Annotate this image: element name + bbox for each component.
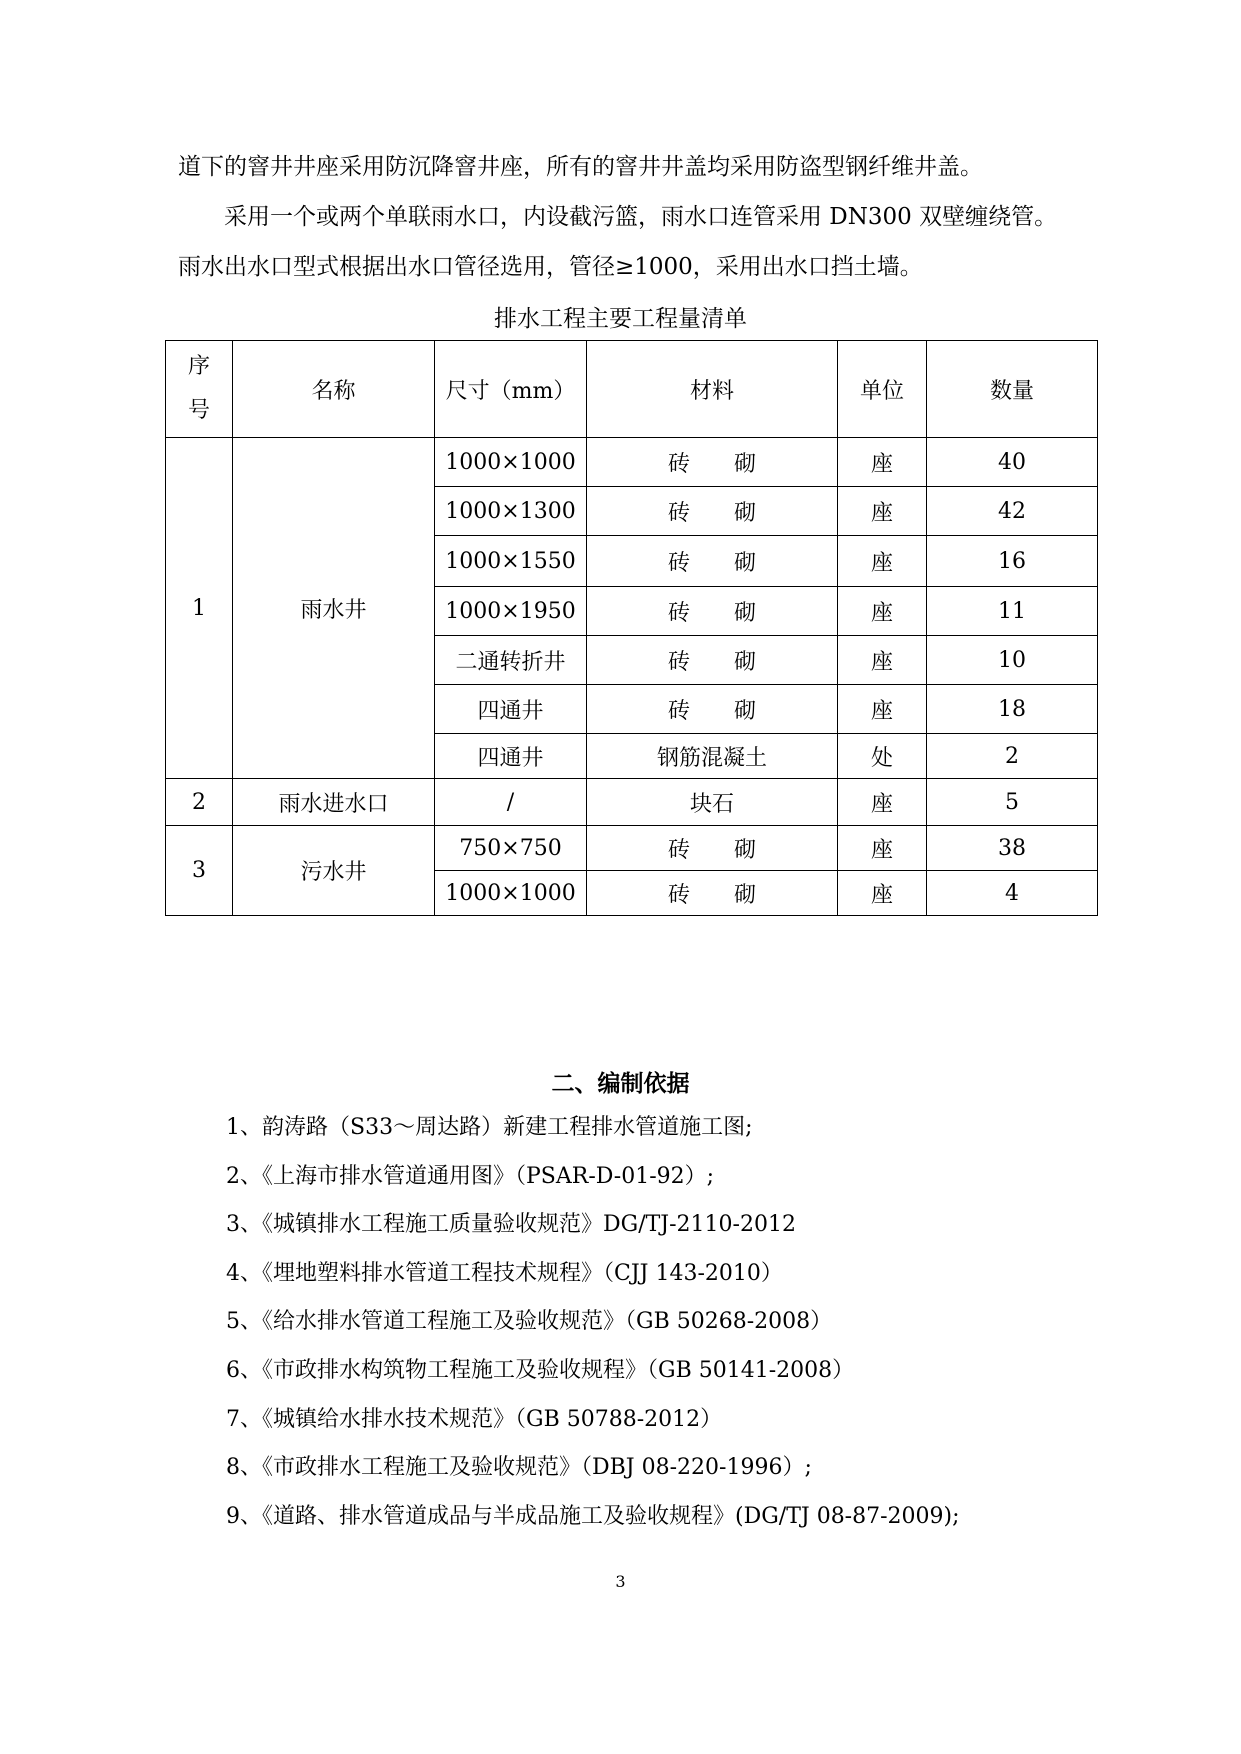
cell-unit: 座 [838, 438, 927, 487]
cell-size: 1000×1550 [435, 536, 587, 587]
header-unit: 单位 [838, 341, 927, 438]
reference-item: 6、《市政排水构筑物工程施工及验收规程》（GB 50141-2008） [226, 1357, 855, 1383]
cell-group-no: 2 [166, 779, 233, 826]
cell-size: 四通井 [435, 734, 587, 779]
cell-unit: 座 [838, 536, 927, 587]
cell-size: 750×750 [435, 826, 587, 871]
cell-material: 砖 砌 [587, 587, 838, 636]
table-row [166, 438, 1098, 487]
reference-item: 3、《城镇排水工程施工质量验收规范》DG/TJ-2110-2012 [226, 1212, 796, 1238]
cell-size: / [435, 779, 587, 826]
cell-unit: 座 [838, 636, 927, 685]
quantity-table [165, 340, 1098, 916]
header-name: 名称 [233, 341, 435, 438]
cell-size: 1000×1300 [435, 487, 587, 536]
header-no [166, 341, 233, 438]
cell-size: 四通井 [435, 685, 587, 734]
cell-material: 钢筋混凝土 [587, 734, 838, 779]
reference-list [226, 1112, 960, 1549]
cell-qty: 40 [927, 438, 1098, 487]
cell-qty: 11 [927, 587, 1098, 636]
cell-group-name: 污水井 [233, 826, 435, 916]
cell-qty: 10 [927, 636, 1098, 685]
cell-qty: 2 [927, 734, 1098, 779]
cell-size: 1000×1000 [435, 871, 587, 916]
cell-unit: 座 [838, 587, 927, 636]
reference-item: 8、《市政排水工程施工及验收规范》（DBJ 08-220-1996）; [226, 1455, 812, 1481]
cell-qty: 4 [927, 871, 1098, 916]
cell-material: 砖 砌 [587, 487, 838, 536]
cell-unit: 座 [838, 871, 927, 916]
table-caption: 排水工程主要工程量清单 [494, 306, 747, 332]
cell-unit: 座 [838, 779, 927, 826]
cell-qty: 18 [927, 685, 1098, 734]
reference-item: 9、《道路、排水管道成品与半成品施工及验收规程》(DG/TJ 08-87-2009); [226, 1503, 960, 1529]
table-row [166, 779, 1098, 826]
intro-paragraph-line-1: 道下的窨井井座采用防沉降窨井座，所有的窨井井盖均采用防盗型钢纤维井盖。 [178, 154, 983, 180]
cell-group-name: 雨水井 [233, 438, 435, 779]
header-no-text: 序 号 [187, 354, 210, 423]
table-row [166, 826, 1098, 871]
cell-material: 砖 砌 [587, 871, 838, 916]
cell-qty: 42 [927, 487, 1098, 536]
cell-qty: 5 [927, 779, 1098, 826]
table-header-row [166, 341, 1098, 438]
header-size: 尺寸（mm） [435, 341, 587, 438]
cell-material: 砖 砌 [587, 636, 838, 685]
reference-item: 2、《上海市排水管道通用图》（PSAR-D-01-92）; [226, 1163, 715, 1189]
cell-unit: 座 [838, 685, 927, 734]
reference-item: 7、《城镇给水排水技术规范》（GB 50788-2012） [226, 1406, 723, 1432]
cell-size: 1000×1950 [435, 587, 587, 636]
cell-material: 砖 砌 [587, 826, 838, 871]
header-qty: 数量 [927, 341, 1098, 438]
cell-qty: 38 [927, 826, 1098, 871]
reference-item: 1、韵涛路（S33～周达路）新建工程排水管道施工图; [226, 1115, 753, 1140]
cell-group-no: 3 [166, 826, 233, 916]
cell-material: 块石 [587, 779, 838, 826]
cell-unit: 处 [838, 734, 927, 779]
cell-group-no: 1 [166, 438, 233, 779]
cell-material: 砖 砌 [587, 438, 838, 487]
cell-qty: 16 [927, 536, 1098, 587]
page-number: 3 [615, 1572, 626, 1591]
cell-group-name: 雨水进水口 [233, 779, 435, 826]
intro-paragraph-line-2: 采用一个或两个单联雨水口，内设截污篮，雨水口连管采用 DN300 双壁缠绕管。 [178, 204, 1058, 230]
cell-size: 二通转折井 [435, 636, 587, 685]
table-body [166, 438, 1098, 916]
section-title: 二、编制依据 [551, 1071, 690, 1097]
cell-size: 1000×1000 [435, 438, 587, 487]
cell-material: 砖 砌 [587, 685, 838, 734]
header-material: 材料 [587, 341, 838, 438]
cell-material: 砖 砌 [587, 536, 838, 587]
intro-paragraph-line-3: 雨水出水口型式根据出水口管径选用，管径≥1000，采用出水口挡土墙。 [178, 254, 923, 280]
cell-unit: 座 [838, 826, 927, 871]
cell-unit: 座 [838, 487, 927, 536]
reference-item: 4、《埋地塑料排水管道工程技术规程》（CJJ 143-2010） [226, 1260, 783, 1286]
reference-item: 5、《给水排水管道工程施工及验收规范》（GB 50268-2008） [226, 1309, 833, 1335]
